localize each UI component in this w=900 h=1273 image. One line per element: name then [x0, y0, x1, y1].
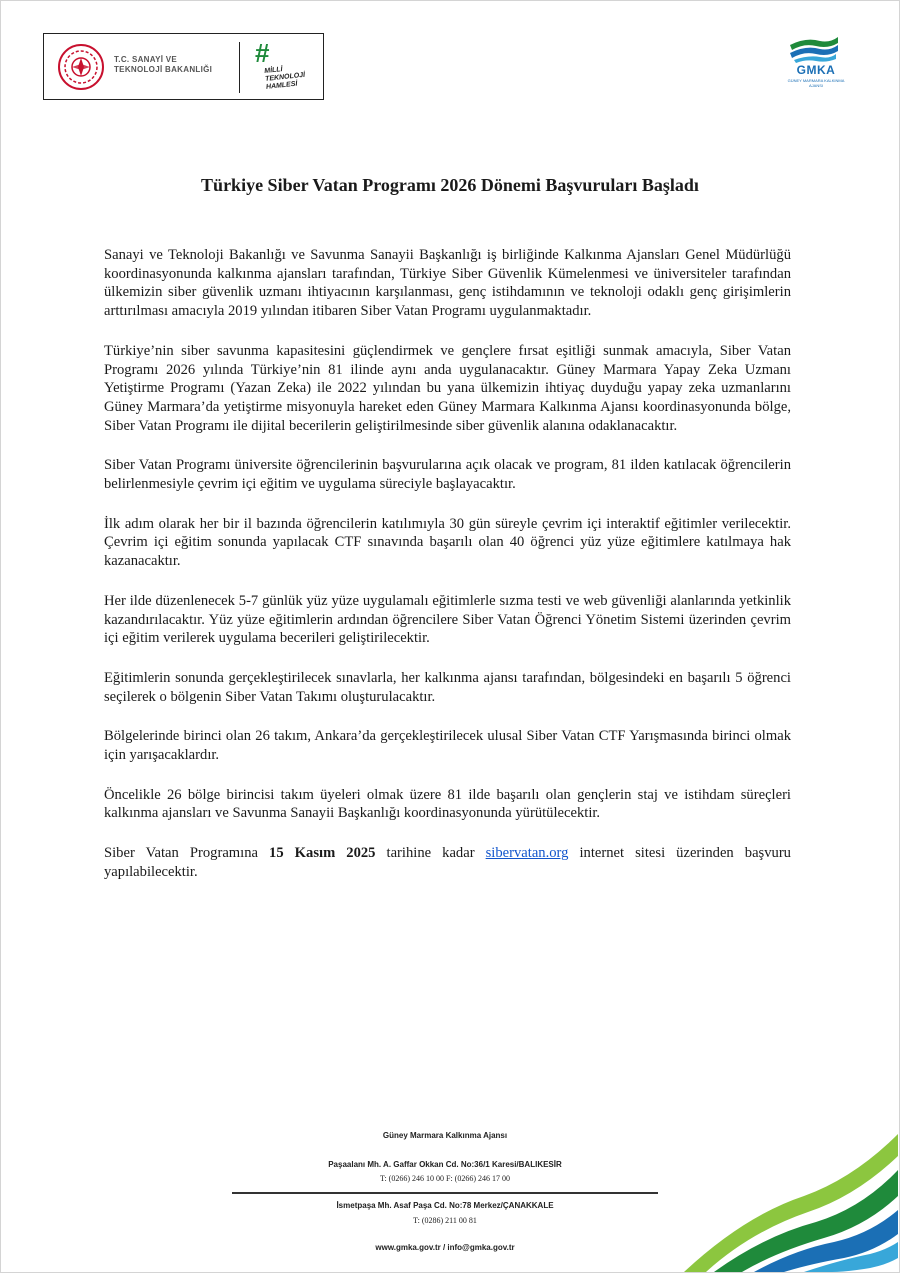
application-text-2: tarihine kadar	[375, 845, 486, 862]
hashtag-logo: #	[255, 38, 270, 68]
article-body	[104, 246, 791, 903]
ministry-emblem-icon	[57, 43, 105, 91]
application-text-3: internet sitesi üzerinden başvuru yapılabilecektir.	[104, 845, 791, 880]
footer-address-balikesir: Paşaalanı Mh. A. Gaffar Okkan Cd. No:36/1 Karesi/BALIKESİR	[328, 1160, 562, 1169]
ministry-line-2: TEKNOLOJİ BAKANLIĞI	[114, 65, 213, 74]
gmka-name: GMKA	[796, 63, 836, 77]
footer-org-name: Güney Marmara Kalkınma Ajansı	[382, 1131, 508, 1140]
paragraph: Her ilde düzenlenecek 5-7 günlük yüz yüze uygulamalı eğitimlerle sızma testi ve web güvenliği alanlarında yetkinlik kazandırılacaktır. Yüz yüze eğitimlerin ardından öğrencilere Siber Vatan Öğrenci Yönetim Sistemi üzerinden çevrim içi eğitim verilerek uygulama becerileri geliştirilecektir.	[104, 592, 791, 647]
slogan-text: MİLLİ TEKNOLOJİ HAMLESİ	[264, 66, 306, 91]
footer-divider	[232, 1192, 658, 1194]
paragraph: Sanayi ve Teknoloji Bakanlığı ve Savunma Sanayii Başkanlığı iş birliğinde Kalkınma Ajansları Genel Müdürlüğü koordinasyonunda kalkınma ajansları tarafından, Türkiye Siber Güvenlik Kümelenmesi ve üniversiteler tarafından ülkemizin siber güvenlik uzmanı ihtiyacının karşılanması, genç istihdamının ve teknoloji odaklı genç girişimlerin arttırılması amacıyla 2019 yılından itibaren Siber Vatan Programı uygulanmaktadır.	[104, 247, 791, 320]
deadline-date: 15 Kasım 2025	[269, 845, 376, 862]
logo-divider	[239, 42, 240, 93]
paragraph: Eğitimlerin sonunda gerçekleştirilecek sınavlarla, her kalkınma ajansı tarafından, bölgesindeki en başarılı 5 öğrenci seçilerek o bölgenin Siber Vatan Takımı oluşturulacaktır.	[104, 669, 791, 705]
ministry-line-1: T.C. SANAYİ VE	[114, 55, 178, 64]
corner-wave-graphic	[684, 1126, 898, 1272]
footer-web-email[interactable]: www.gmka.gov.tr / info@gmka.gov.tr	[375, 1243, 515, 1252]
paragraph: Bölgelerinde birinci olan 26 takım, Ankara’da gerçekleştirilecek ulusal Siber Vatan CTF Yarışmasında birinci olmak için yarışacaklardır.	[104, 728, 791, 764]
page-title: Türkiye Siber Vatan Programı 2026 Dönemi Başvuruları Başladı	[201, 175, 699, 195]
paragraph: Öncelikle 26 bölge birincisi takım üyeleri olmak üzere 81 ilde başarılı olan gençlerin staj ve istihdam süreçleri kalkınma ajansları ve Savunma Sanayii Başkanlığı koordinasyonunda yürütülecektir.	[104, 786, 791, 822]
application-paragraph	[104, 844, 791, 881]
gmka-logo-icon	[786, 33, 842, 63]
ministry-logo-box	[43, 33, 324, 100]
application-text-1: Siber Vatan Programına	[104, 845, 270, 862]
paragraph: İlk adım olarak her bir il bazında öğrencilerin katılımıyla 30 gün süreyle çevrim içi interaktif eğitimler verilecektir. Çevrim içi eğitim sonunda yapılacak CTF sınavında başarılı olan 40 öğrenci yüz yüze eğitimlere katılmaya hak kazanacaktır.	[104, 515, 791, 570]
footer-phone-canakkale: T: (0286) 211 00 81	[413, 1216, 477, 1225]
footer-address-canakkale: İsmetpaşa Mh. Asaf Paşa Cd. No:78 Merkez/ÇANAKKALE	[336, 1201, 554, 1210]
sibervatan-link[interactable]: sibervatan.org	[485, 845, 569, 862]
ministry-name	[114, 55, 234, 75]
gmka-subtitle: GÜNEY MARMARA KALKINMA AJANSI	[787, 78, 845, 88]
paragraph: Siber Vatan Programı üniversite öğrencilerinin başvurularına açık olacak ve program, 81 ilden katılacak öğrencilerin belirlenmesiyle çevrim içi eğitim ve uygulama süreciyle başlayacaktır.	[104, 457, 791, 493]
footer-phone-balikesir: T: (0266) 246 10 00 F: (0266) 246 17 00	[379, 1174, 511, 1183]
paragraph: Türkiye’nin siber savunma kapasitesini güçlendirmek ve gençlere fırsat eşitliği sunmak amacıyla, Siber Vatan Programı 2026 yılında Türkiye’nin 81 ilinde aynı anda uygulanacaktır. Güney Marmara Yapay Zeka Uzmanı Yetiştirme Programı (Yazan Zeka) ile 2022 yılından bu yana ülkemizin ihtiyaç duyduğu yapay zeka uzmanlarını Güney Marmara’da yetiştirme misyonuyla hareket eden Güney Marmara Kalkınma Ajansı koordinasyonunda bölge, Siber Vatan Programı ile dijital becerilerin geliştirilmesinde siber güvenlik alanına odaklanacaktır.	[104, 342, 791, 434]
